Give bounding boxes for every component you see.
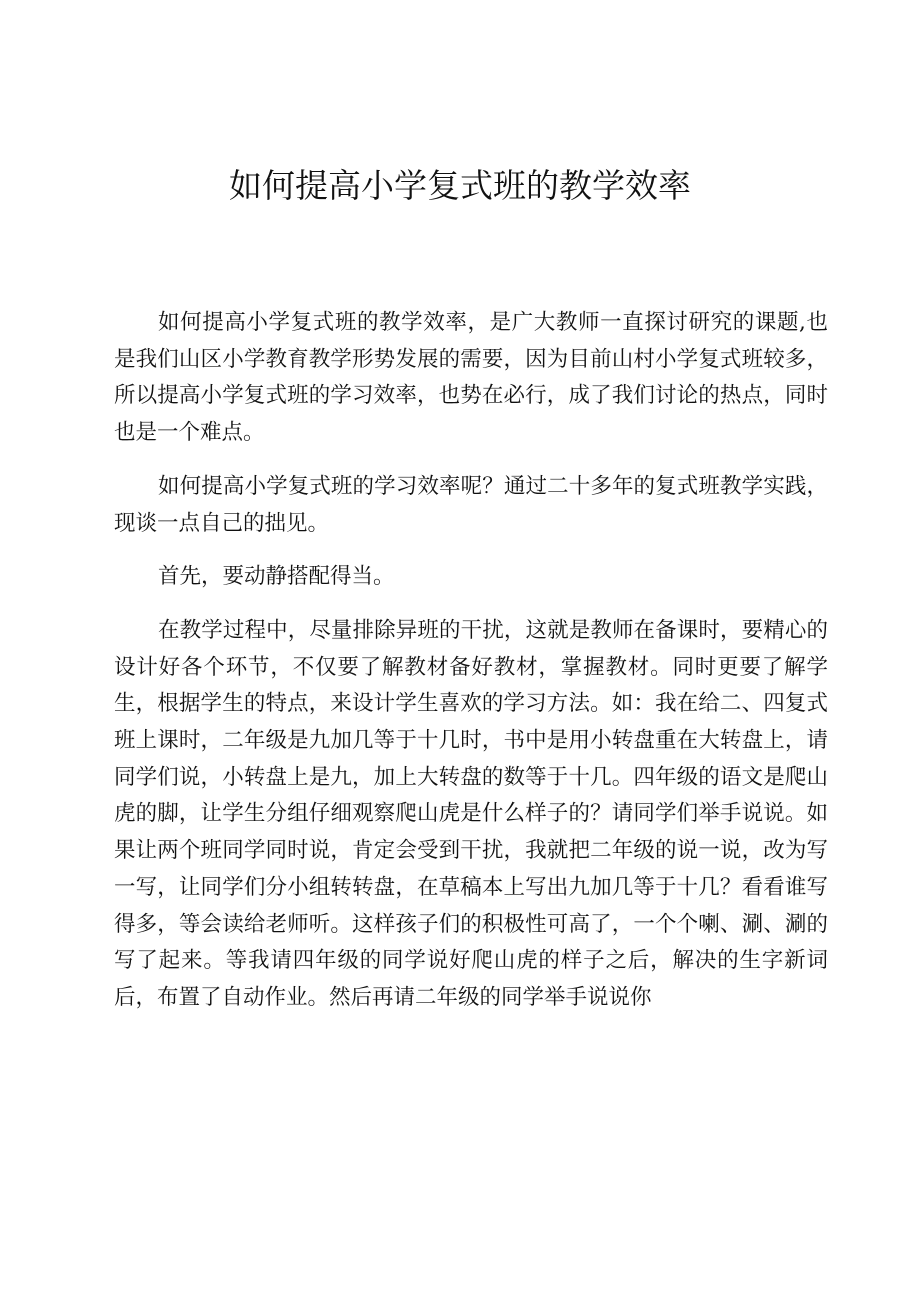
- document-title: 如何提高小学复式班的教学效率: [229, 166, 691, 205]
- paragraph-question: 如何提高小学复式班的学习效率呢？通过二十多年的复式班教学实践，现谈一点自己的拙见。: [114, 473, 828, 536]
- paragraph-teaching-process: 在教学过程中，尽量排除异班的干扰，这就是教师在备课时，要精心的设计好各个环节，不仅要了解教材备好教材，掌握教材。同时更要了解学生，根据学生的特点，来设计学生喜欢的学习方法。如：我在给二、四复式班上课时，二年级是九加几等于十几时，书中是用小转盘重在大转盘上，请同学们说，小转盘上是九，加上大转盘的数等于十几。四年级的语文是爬山虎的脚，让学生分组仔细观察爬山虎是什么样子的？请同学们举手说说。如果让两个班同学同时说，肯定会受到干扰，我就把二年级的说一说，改为写一写，让同学们分小组转转盘，在草稿本上写出九加几等于十几？看看谁写得多，等会读给老师听。这样孩子们的积极性可高了，一个个喇、涮、涮的写了起来。等我请四年级的同学说好爬山虎的样子之后，解决的生字新词后，布置了自动作业。然后再请二年级的同学举手说说你: [114, 617, 828, 1010]
- paragraph-intro: 如何提高小学复式班的教学效率，是广大教师一直探讨研究的课题,也是我们山区小学教育教学形势发展的需要，因为目前山村小学复式班较多，所以提高小学复式班的学习效率，也势在必行，成了我们讨论的热点，同时也是一个难点。: [114, 310, 828, 446]
- paragraph-first-point: 首先，要动静搭配得当。: [158, 564, 395, 590]
- document-body: [114, 305, 828, 1034]
